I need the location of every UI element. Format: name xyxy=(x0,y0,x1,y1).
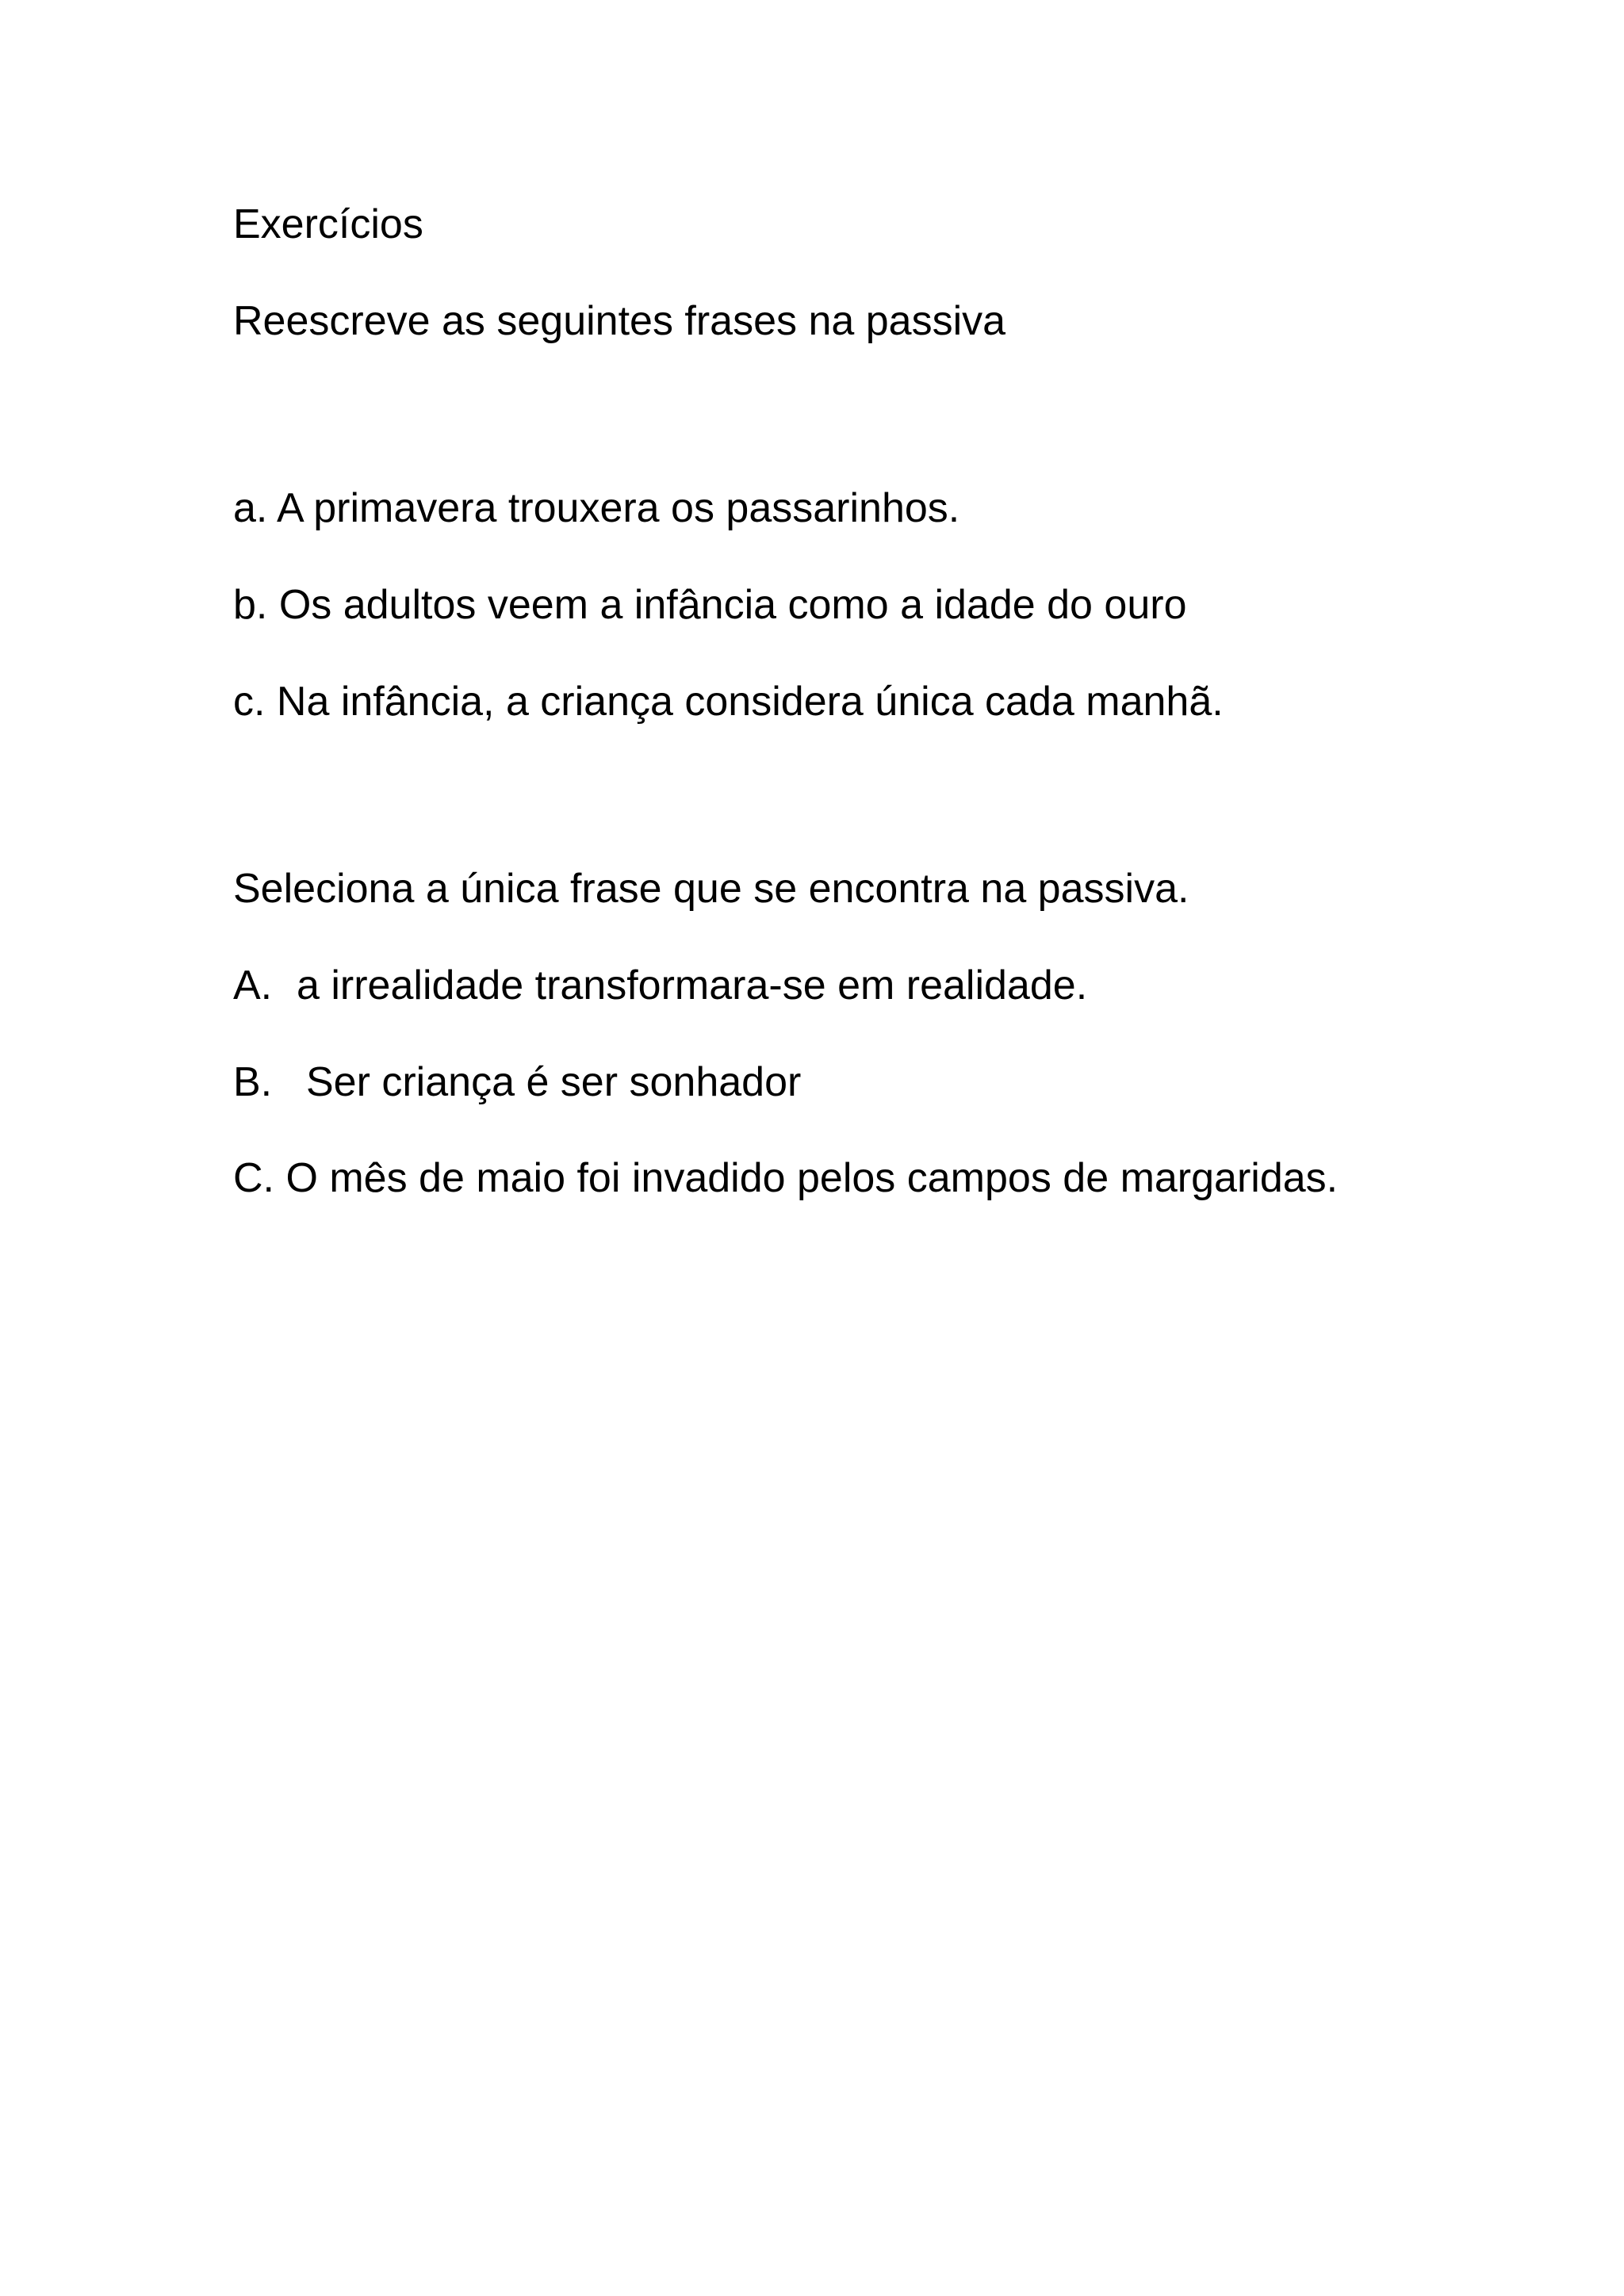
option-a xyxy=(233,955,1399,1016)
option-a-marker: A. xyxy=(233,962,273,1008)
question: Seleciona a única frase que se encontra na passiva. xyxy=(233,866,1189,912)
option-b-marker: B. xyxy=(233,1059,273,1105)
instruction: Reescreve as seguintes frases na passiva xyxy=(233,298,1006,344)
option-c xyxy=(233,1145,1399,1211)
option-b-text: Ser criança é ser sonhador xyxy=(306,1059,802,1105)
exercise-content xyxy=(233,193,1399,1211)
sentence-a: a. A primavera trouxera os passarinhos. xyxy=(233,485,960,531)
sentence-b: b. Os adultos veem a infância como a idade do ouro xyxy=(233,582,1187,628)
option-a-text: a irrealidade transformara-se em realidade. xyxy=(297,962,1088,1008)
heading: Exercícios xyxy=(233,201,423,247)
sentence-c: c. Na infância, a criança considera única cada manhã. xyxy=(233,679,1224,725)
option-b xyxy=(233,1051,1399,1113)
option-c-marker: C. xyxy=(233,1155,274,1201)
option-c-text: O mês de maio foi invadido pelos campos de margaridas. xyxy=(285,1155,1339,1201)
